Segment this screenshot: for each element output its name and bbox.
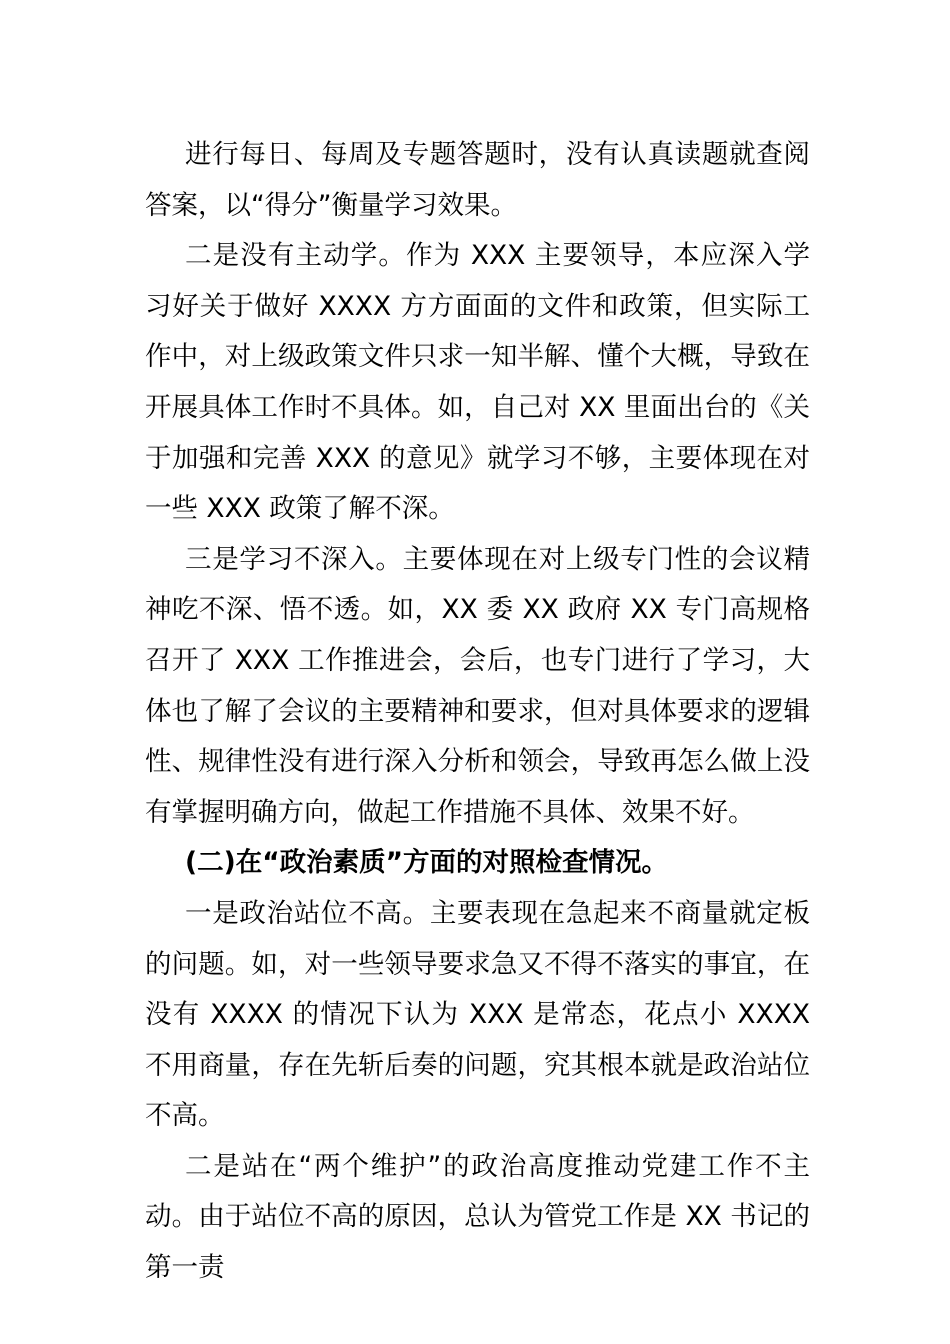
document-body — [145, 130, 810, 1294]
paragraph-3: 三是学习不深入。主要体现在对上级专门性的会议精神吃不深、悟不透。如，XX 委 XX 政府 XX 专门高规格召开了 XXX 工作推进会，会后，也专门进行了学习，大体也了解了会议的主要精神和要求，但对具体要求的逻辑性、规律性没有进行深入分析和领会，导致再怎么做上没有掌握明确方向，做起工作措施不具体、效果不好。 — [145, 543, 810, 828]
paragraph-5: 二是站在“两个维护”的政治高度推动党建工作不主动。由于站位不高的原因，总认为管党工作是 XX 书记的第一责 — [145, 1150, 810, 1284]
paragraph-1: 进行每日、每周及专题答题时，没有认真读题就查阅答案，以“得分”衡量学习效果。 — [145, 139, 810, 221]
paragraph-4: 一是政治站位不高。主要表现在急起来不商量就定板的问题。如，对一些领导要求急又不得不落实的事宜，在没有 XXXX 的情况下认为 XXX 是常态，花点小 XXXX 不用商量，存在先斩后奏的问题，究其根本就是政治站位不高。 — [145, 897, 810, 1132]
paragraph-2: 二是没有主动学。作为 XXX 主要领导，本应深入学习好关于做好 XXXX 方方面面的文件和政策，但实际工作中，对上级政策文件只求一知半解、懂个大概，导致在开展具体工作时不具体。如，自己对 XX 里面出台的《关于加强和完善 XXX 的意见》就学习不够，主要体现在对一些 XXX 政策了解不深。 — [145, 240, 810, 525]
section-heading: (二)在“政治素质”方面的对照检查情况。 — [185, 847, 669, 879]
